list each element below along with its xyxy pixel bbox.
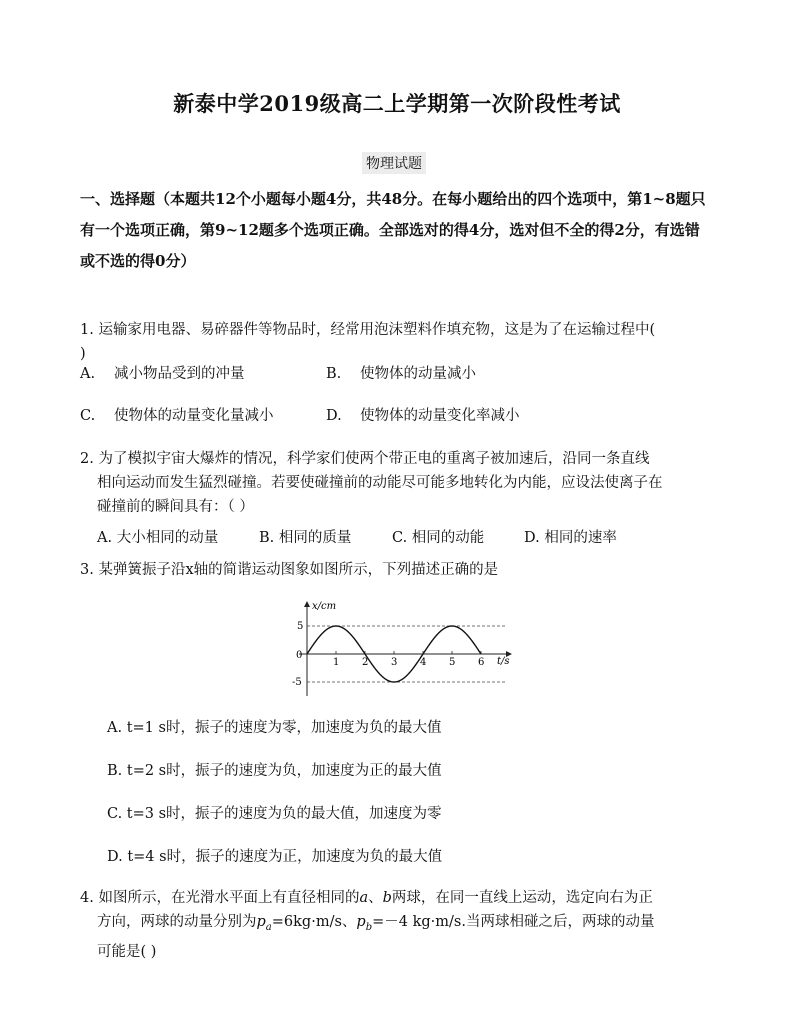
section-line: 有一个选项正确，第9~12题多个选项正确。全部选对的得4分，选对但不全的得2分，有选错 xyxy=(80,221,700,239)
q2-line: 碰撞前的瞬间具有：（ ） xyxy=(97,499,254,515)
shm-graph xyxy=(285,598,525,702)
q2-line: 2. 为了模拟宇宙大爆炸的情况，科学家们使两个带正电的重离子被加速后，沿同一条直线 xyxy=(80,451,650,467)
q1-option-d xyxy=(326,404,520,425)
subject-subtitle: 物理试题 xyxy=(362,152,426,174)
option-text: 使物体的动量减小 xyxy=(360,366,476,382)
option-label: D. xyxy=(326,408,342,424)
q2-line: 相向运动而发生猛烈碰撞。若要使碰撞前的动能尽可能多地转化为内能，应设法使离子在 xyxy=(97,475,663,491)
x-tick-label: 1 xyxy=(333,657,340,668)
x-tick-label: 6 xyxy=(478,657,485,668)
option-label: C. xyxy=(80,408,96,424)
x-tick-label: 5 xyxy=(449,657,456,668)
section-instructions xyxy=(80,184,720,277)
exam-title: 新泰中学2019级高二上学期第一次阶段性考试 xyxy=(173,91,621,116)
question-4-stem xyxy=(80,886,712,964)
q2-option-c: C. 相同的动能 xyxy=(392,530,485,546)
section-line: 或不选的得0分） xyxy=(80,252,196,270)
momentum-subscript: a xyxy=(265,921,272,933)
q4-text: =－4 kg·m/s.当两球相碰之后，两球的动量 xyxy=(372,914,655,930)
option-text: 使物体的动量变化量减小 xyxy=(114,408,274,424)
question-2-stem xyxy=(80,447,712,519)
option-label: A. xyxy=(80,366,96,382)
x-tick-label: 4 xyxy=(420,657,427,668)
q1-option-c xyxy=(80,404,274,425)
q3-option-d: D. t=4 s时，振子的速度为正，加速度为负的最大值 xyxy=(107,849,443,865)
q3-option-a: A. t=1 s时，振子的速度为零，加速度为负的最大值 xyxy=(107,720,442,736)
q3-option-c: C. t=3 s时，振子的速度为负的最大值，加速度为零 xyxy=(107,806,442,822)
section-line: 一、选择题（本题共12个小题每小题4分，共48分。在每小题给出的四个选项中，第1~8题只 xyxy=(80,190,706,208)
y-tick-label: 5 xyxy=(297,621,304,632)
momentum-symbol: p xyxy=(356,914,366,930)
q2-option-b: B. 相同的质量 xyxy=(259,530,352,546)
origin-label: 0 xyxy=(296,650,303,661)
ball-a-label: a xyxy=(359,890,369,906)
q1-option-b xyxy=(326,362,476,383)
option-label: B. xyxy=(326,366,342,382)
q4-line: 可能是( ) xyxy=(97,943,157,960)
q4-line xyxy=(80,910,712,940)
q3-option-b: B. t=2 s时，振子的速度为负，加速度为正的最大值 xyxy=(107,763,442,779)
momentum-symbol: p xyxy=(256,914,266,930)
question-1-stem xyxy=(80,318,712,366)
ball-b-label: b xyxy=(382,890,392,906)
x-axis-label: t/s xyxy=(497,656,510,667)
q1-line: 1. 运输家用电器、易碎器件等物品时，经常用泡沫塑料作填充物，这是为了在运输过程中( xyxy=(80,322,656,338)
momentum-subscript: b xyxy=(365,921,373,933)
q2-option-d: D. 相同的速率 xyxy=(524,530,617,546)
x-tick-label: 2 xyxy=(362,657,369,668)
q4-text: 、 xyxy=(368,890,383,906)
q4-text: 两球，在同一直线上运动，选定向右为正 xyxy=(391,890,653,906)
q4-text: =6kg·m/s、 xyxy=(271,914,357,930)
q4-text: 方向，两球的动量分别为 xyxy=(97,914,257,930)
y-axis-label: x/cm xyxy=(312,601,337,612)
q2-option-a: A. 大小相同的动量 xyxy=(97,530,219,546)
q1-line: ) xyxy=(80,346,86,362)
y-tick-label: -5 xyxy=(292,677,302,688)
option-text: 使物体的动量变化率减小 xyxy=(360,408,520,424)
x-tick-label: 3 xyxy=(391,657,398,668)
q4-text: 4. 如图所示，在光滑水平面上有直径相同的 xyxy=(80,890,360,906)
q1-option-a xyxy=(80,362,245,383)
option-text: 减小物品受到的冲量 xyxy=(114,366,245,382)
q4-line xyxy=(80,886,712,910)
question-3-stem: 3. 某弹簧振子沿x轴的简谐运动图象如图所示，下列描述正确的是 xyxy=(80,562,499,578)
